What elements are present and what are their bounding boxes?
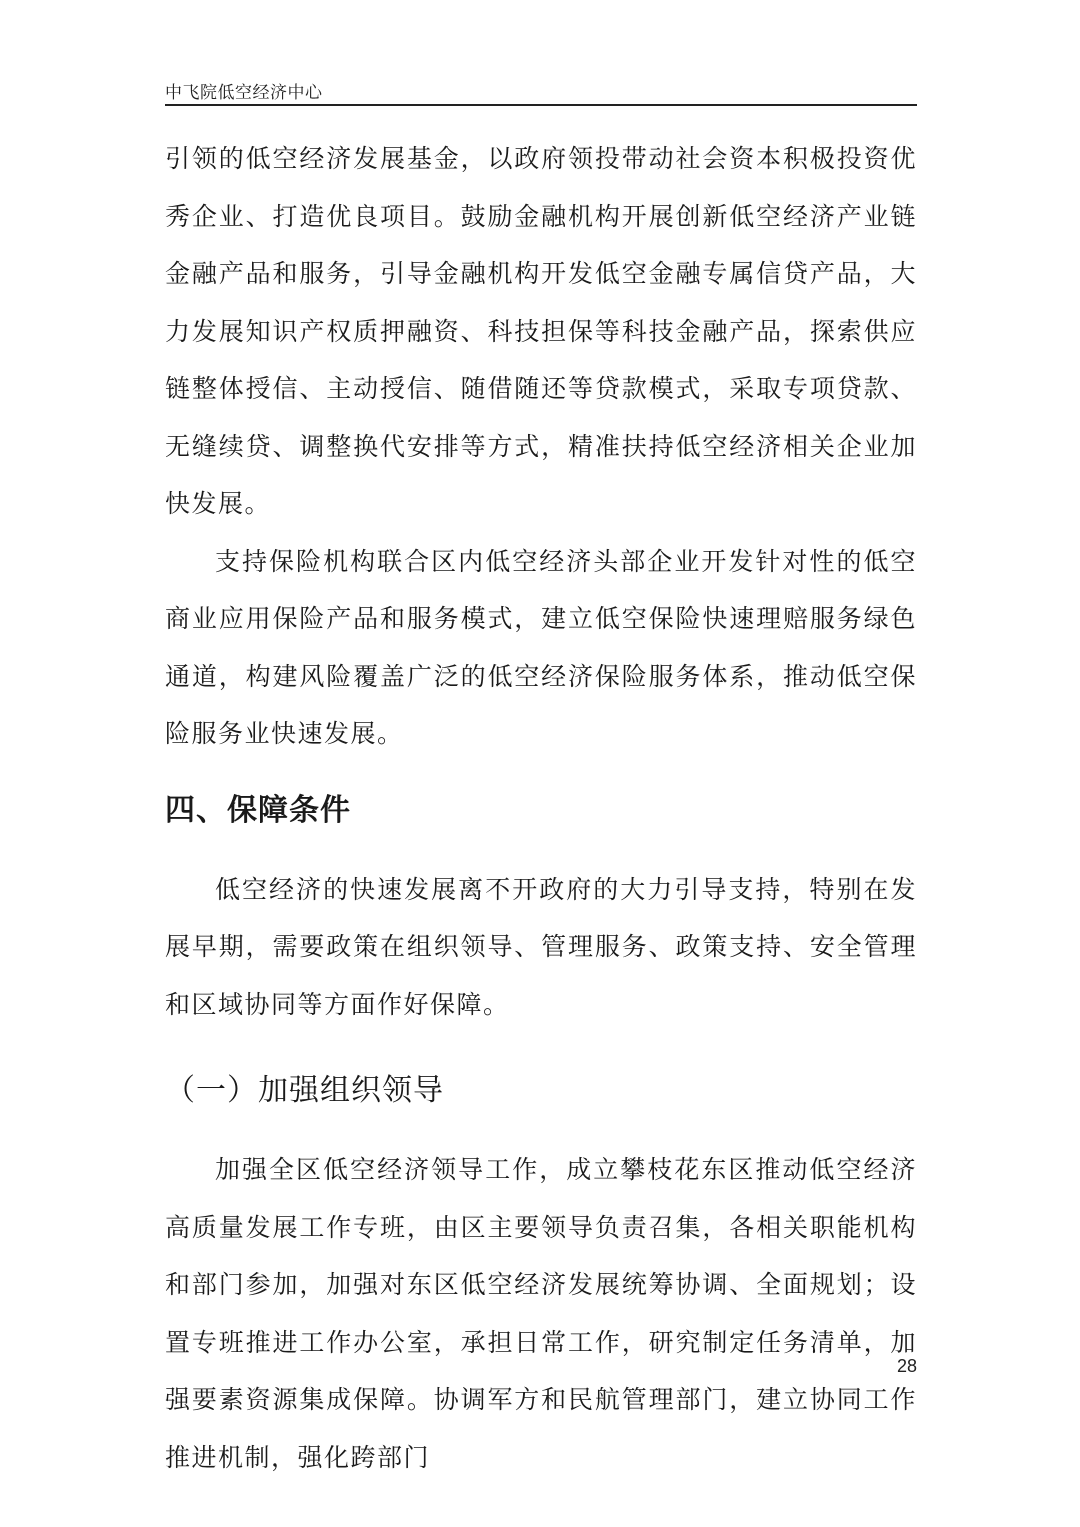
running-header: 中飞院低空经济中心 xyxy=(165,83,323,103)
header-divider xyxy=(165,104,917,106)
paragraph-financing: 引领的低空经济发展基金，以政府领投带动社会资本积极投资优秀企业、打造优良项目。鼓励金融机构开展创新低空经济产业链金融产品和服务，引导金融机构开发低空金融专属信贷产品，大力发展知识产权质押融资、科技担保等科技金融产品，探索供应链整体授信、主动授信、随借随还等贷款模式，采取专项贷款、无缝续贷、调整换代安排等方式，精准扶持低空经济相关企业加快发展。 xyxy=(165,144,917,518)
page-body xyxy=(165,130,917,1486)
paragraph-leadership: 加强全区低空经济领导工作，成立攀枝花东区推动低空经济高质量发展工作专班，由区主要领导负责召集，各相关职能机构和部门参加，加强对东区低空经济发展统筹协调、全面规划；设置专班推进工作办公室，承担日常工作，研究制定任务清单，加强要素资源集成保障。协调军方和民航管理部门，建立协同工作推进机制，强化跨部门 xyxy=(165,1155,917,1472)
page-number: 28 xyxy=(896,1356,917,1376)
section-heading: 四、保障条件 xyxy=(165,792,351,828)
paragraph-guarantee: 低空经济的快速发展离不开政府的大力引导支持，特别在发展早期，需要政策在组织领导、管理服务、政策支持、安全管理和区域协同等方面作好保障。 xyxy=(165,874,917,1019)
paragraph-insurance: 支持保险机构联合区内低空经济头部企业开发针对性的低空商业应用保险产品和服务模式，建立低空保险快速理赔服务绿色通道，构建风险覆盖广泛的低空经济保险服务体系，推动低空保险服务业快速发展。 xyxy=(165,546,917,748)
subsection-heading: （一）加强组织领导 xyxy=(165,1073,444,1108)
